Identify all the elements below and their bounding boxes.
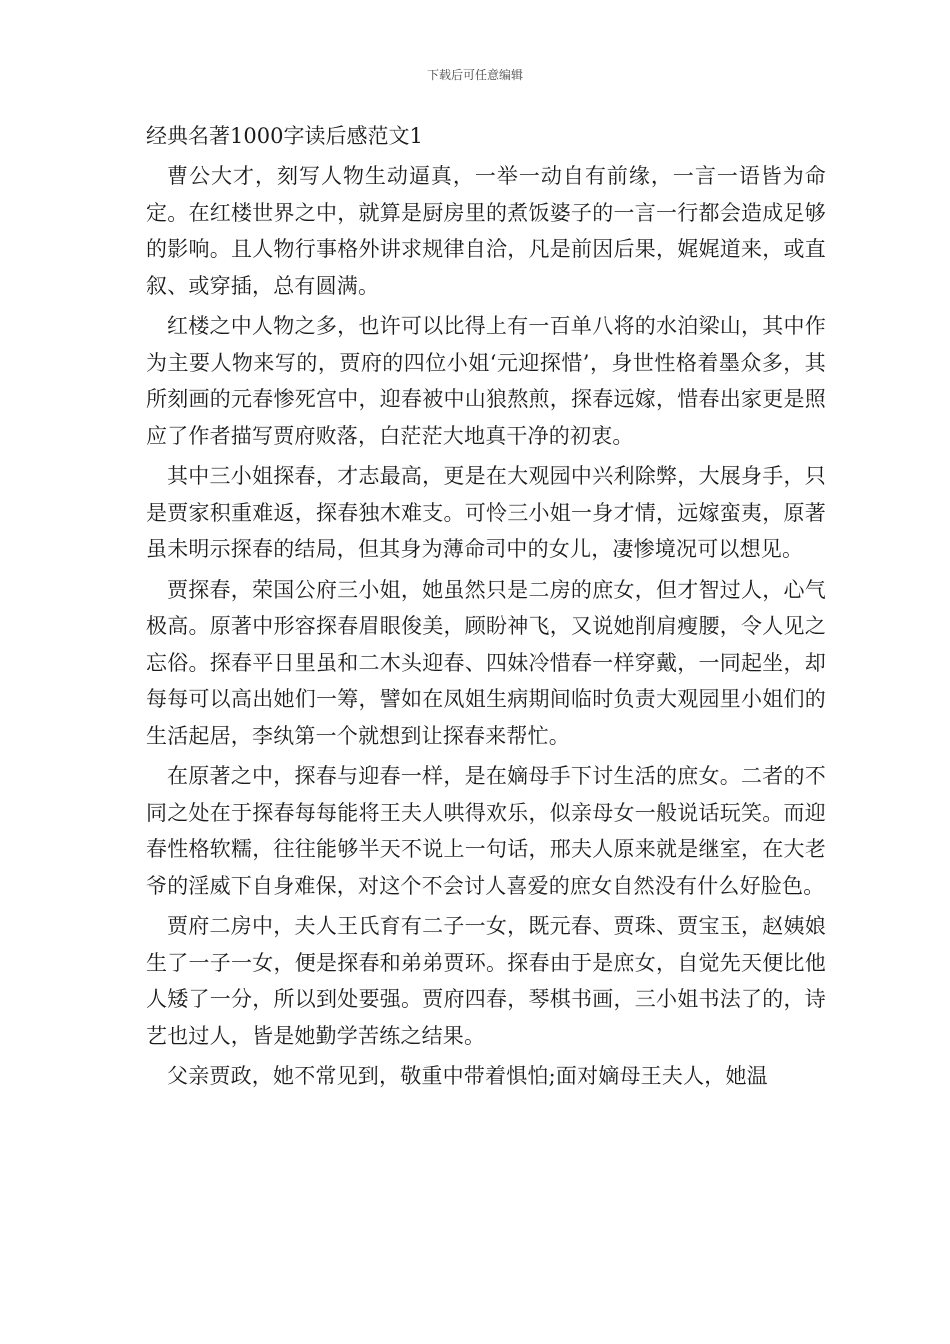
paragraph-1: 曹公大才，刻写人物生动逼真，一举一动自有前缘，一言一语皆为命定。在红楼世界之中，就算是厨房里的煮饭婆子的一言一行都会造成足够的影响。且人物行事格外讲求规律自洽，凡是前因后果，娓娓道来，或直叙、或穿插，总有圆满。 bbox=[146, 164, 826, 298]
document-title: 经典名著1000字读后感范文1 bbox=[146, 124, 423, 148]
paragraph-5: 在原著之中，探春与迎春一样，是在嫡母手下讨生活的庶女。二者的不同之处在于探春每每能将王夫人哄得欢乐，似亲母女一般说话玩笑。而迎春性格软糯，往往能够半天不说上一句话，邢夫人原来就是继室，在大老爷的淫威下自身难保，对这个不会讨人喜爱的庶女自然没有什么好脸色。 bbox=[146, 764, 826, 898]
paragraph-2: 红楼之中人物之多，也许可以比得上有一百单八将的水泊梁山，其中作为主要人物来写的，贾府的四位小姐‘元迎探惜’，身世性格着墨众多，其所刻画的元春惨死宫中，迎春被中山狼熬煎，探春远嫁，惜春出家更是照应了作者描写贾府败落，白茫茫大地真干净的初衷。 bbox=[146, 314, 826, 448]
document-body bbox=[146, 118, 826, 1099]
paragraph-3: 其中三小姐探春，才志最高，更是在大观园中兴利除弊，大展身手，只是贾家积重难返，探春独木难支。可怜三小姐一身才情，远嫁蛮夷，原著虽未明示探春的结局，但其身为薄命司中的女儿，凄惨境况可以想见。 bbox=[146, 464, 826, 561]
paragraph-7: 父亲贾政，她不常见到，敬重中带着惧怕;面对嫡母王夫人，她温 bbox=[167, 1064, 768, 1088]
paragraph-6: 贾府二房中，夫人王氏育有二子一女，既元春、贾珠、贾宝玉，赵姨娘生了一子一女，便是探春和弟弟贾环。探春由于是庶女，自觉先天便比他人矮了一分，所以到处要强。贾府四春，琴棋书画，三小姐书法了的，诗艺也过人，皆是她勤学苦练之结果。 bbox=[146, 914, 826, 1048]
header-note: 下载后可任意编辑 bbox=[426, 68, 523, 82]
paragraph-4: 贾探春，荣国公府三小姐，她虽然只是二房的庶女，但才智过人，心气极高。原著中形容探春眉眼俊美，顾盼神飞，又说她削肩瘦腰，令人见之忘俗。探春平日里虽和二木头迎春、四妹冷惜春一样穿戴，一同起坐，却每每可以高出她们一筹，譬如在凤姐生病期间临时负责大观园里小姐们的生活起居，李纨第一个就想到让探春来帮忙。 bbox=[146, 577, 826, 748]
